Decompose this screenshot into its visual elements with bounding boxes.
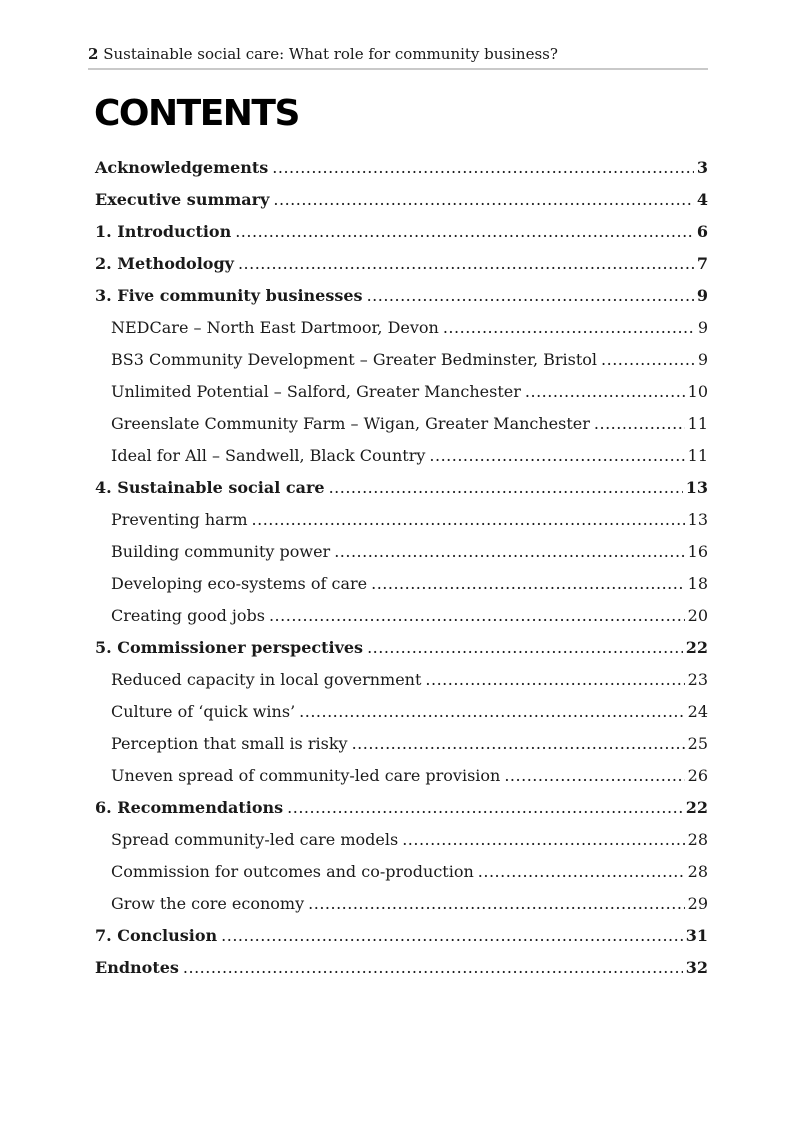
toc-entry-page-number: 28 xyxy=(687,862,708,881)
toc-entry xyxy=(111,696,708,728)
toc-entry-page-number: 29 xyxy=(687,894,708,913)
toc-entry-page-number: 11 xyxy=(687,446,708,465)
toc-entry xyxy=(111,760,708,792)
toc-dot-leader xyxy=(308,888,685,920)
toc-entry xyxy=(111,344,708,376)
toc-entry-page-number: 18 xyxy=(687,574,708,593)
toc-dot-leader xyxy=(272,152,694,184)
toc-entry xyxy=(95,632,708,664)
toc-dot-leader xyxy=(238,248,694,280)
toc-entry-page-number: 9 xyxy=(697,350,708,369)
toc-entry-page-number: 9 xyxy=(697,318,708,337)
running-header-page-number: 2 xyxy=(88,45,99,63)
toc-entry-label: NEDCare – North East Dartmoor, Devon xyxy=(111,318,439,337)
toc-entry xyxy=(95,952,708,984)
toc-dot-leader xyxy=(371,568,685,600)
toc-entry-label: 3. Five community businesses xyxy=(95,286,363,305)
toc-entry-label: Reduced capacity in local government xyxy=(111,670,422,689)
toc-entry-page-number: 20 xyxy=(687,606,708,625)
toc-dot-leader xyxy=(352,728,685,760)
toc-entry-label: Developing eco-systems of care xyxy=(111,574,368,593)
toc-entry-label: Uneven spread of community-led care provision xyxy=(111,766,501,785)
toc-entry-label: Culture of ‘quick wins’ xyxy=(111,702,296,721)
toc-entry-page-number: 4 xyxy=(696,190,708,209)
toc-entry xyxy=(111,312,708,344)
toc-entry-label: Executive summary xyxy=(95,190,270,209)
toc-entry xyxy=(95,152,708,184)
toc-entry-page-number: 31 xyxy=(685,926,708,945)
running-header-title: Sustainable social care: What role for community business? xyxy=(103,45,558,63)
toc-entry-label: BS3 Community Development – Greater Bedminster, Bristol xyxy=(111,350,598,369)
toc-entry-label: Acknowledgements xyxy=(95,158,269,177)
toc-entry-page-number: 13 xyxy=(687,510,708,529)
toc-entry-page-number: 28 xyxy=(687,830,708,849)
toc-dot-leader xyxy=(367,632,683,664)
toc-entry-page-number: 22 xyxy=(685,798,708,817)
toc-dot-leader xyxy=(273,184,693,216)
toc-entry xyxy=(95,472,708,504)
toc-dot-leader xyxy=(594,408,685,440)
toc-dot-leader xyxy=(601,344,695,376)
toc-dot-leader xyxy=(299,696,684,728)
toc-entry-page-number: 6 xyxy=(696,222,708,241)
toc-dot-leader xyxy=(443,312,695,344)
toc-entry-label: Unlimited Potential – Salford, Greater Manchester xyxy=(111,382,521,401)
toc-entry-label: Preventing harm xyxy=(111,510,248,529)
toc-dot-leader xyxy=(235,216,694,248)
toc-entry-page-number: 13 xyxy=(685,478,708,497)
toc-entry xyxy=(111,440,708,472)
toc-entry xyxy=(111,856,708,888)
toc-entry-label: 2. Methodology xyxy=(95,254,234,273)
toc-entry xyxy=(95,280,708,312)
toc-entry xyxy=(95,216,708,248)
toc-entry xyxy=(111,408,708,440)
toc-entry-page-number: 3 xyxy=(696,158,708,177)
toc-dot-leader xyxy=(525,376,685,408)
toc-entry xyxy=(111,728,708,760)
toc-dot-leader xyxy=(269,600,685,632)
toc-entry xyxy=(111,504,708,536)
toc-dot-leader xyxy=(287,792,683,824)
toc-entry xyxy=(111,376,708,408)
toc-entry-label: Endnotes xyxy=(95,958,179,977)
toc-entry xyxy=(111,536,708,568)
toc-entry xyxy=(111,824,708,856)
toc-entry-label: Ideal for All – Sandwell, Black Country xyxy=(111,446,426,465)
toc-entry-page-number: 7 xyxy=(696,254,708,273)
toc-dot-leader xyxy=(402,824,684,856)
toc-dot-leader xyxy=(334,536,684,568)
toc-dot-leader xyxy=(367,280,694,312)
running-header xyxy=(88,44,708,64)
toc-entry-page-number: 26 xyxy=(687,766,708,785)
toc-dot-leader xyxy=(478,856,685,888)
toc-entry xyxy=(95,920,708,952)
toc-entry-label: Perception that small is risky xyxy=(111,734,348,753)
toc-entry-label: Building community power xyxy=(111,542,331,561)
toc-entry-page-number: 9 xyxy=(696,286,708,305)
toc-entry-page-number: 22 xyxy=(685,638,708,657)
toc-entry-label: Commission for outcomes and co-production xyxy=(111,862,474,881)
toc-entry-label: Grow the core economy xyxy=(111,894,305,913)
toc-entry-label: 7. Conclusion xyxy=(95,926,218,945)
toc-entry-label: 5. Commissioner perspectives xyxy=(95,638,364,657)
page-title: CONTENTS xyxy=(94,93,299,134)
toc-entry xyxy=(111,600,708,632)
toc-entry-page-number: 25 xyxy=(687,734,708,753)
toc-entry-label: Creating good jobs xyxy=(111,606,265,625)
table-of-contents xyxy=(88,152,708,984)
toc-dot-leader xyxy=(329,472,683,504)
toc-entry-label: 4. Sustainable social care xyxy=(95,478,325,497)
toc-dot-leader xyxy=(221,920,683,952)
toc-entry xyxy=(111,568,708,600)
toc-entry-label: 6. Recommendations xyxy=(95,798,284,817)
header-rule xyxy=(88,68,708,70)
toc-dot-leader xyxy=(425,664,684,696)
toc-entry xyxy=(95,184,708,216)
toc-entry-page-number: 16 xyxy=(687,542,708,561)
toc-entry xyxy=(111,664,708,696)
toc-dot-leader xyxy=(252,504,685,536)
toc-entry xyxy=(95,792,708,824)
toc-entry-label: Spread community-led care models xyxy=(111,830,399,849)
toc-entry-label: Greenslate Community Farm – Wigan, Greater Manchester xyxy=(111,414,590,433)
toc-entry-page-number: 32 xyxy=(685,958,708,977)
toc-dot-leader xyxy=(429,440,684,472)
toc-entry-label: 1. Introduction xyxy=(95,222,232,241)
toc-entry-page-number: 23 xyxy=(687,670,708,689)
toc-entry-page-number: 10 xyxy=(687,382,708,401)
toc-entry-page-number: 11 xyxy=(687,414,708,433)
toc-dot-leader xyxy=(504,760,684,792)
toc-entry xyxy=(95,248,708,280)
toc-dot-leader xyxy=(183,952,683,984)
toc-entry-page-number: 24 xyxy=(687,702,708,721)
toc-entry xyxy=(111,888,708,920)
